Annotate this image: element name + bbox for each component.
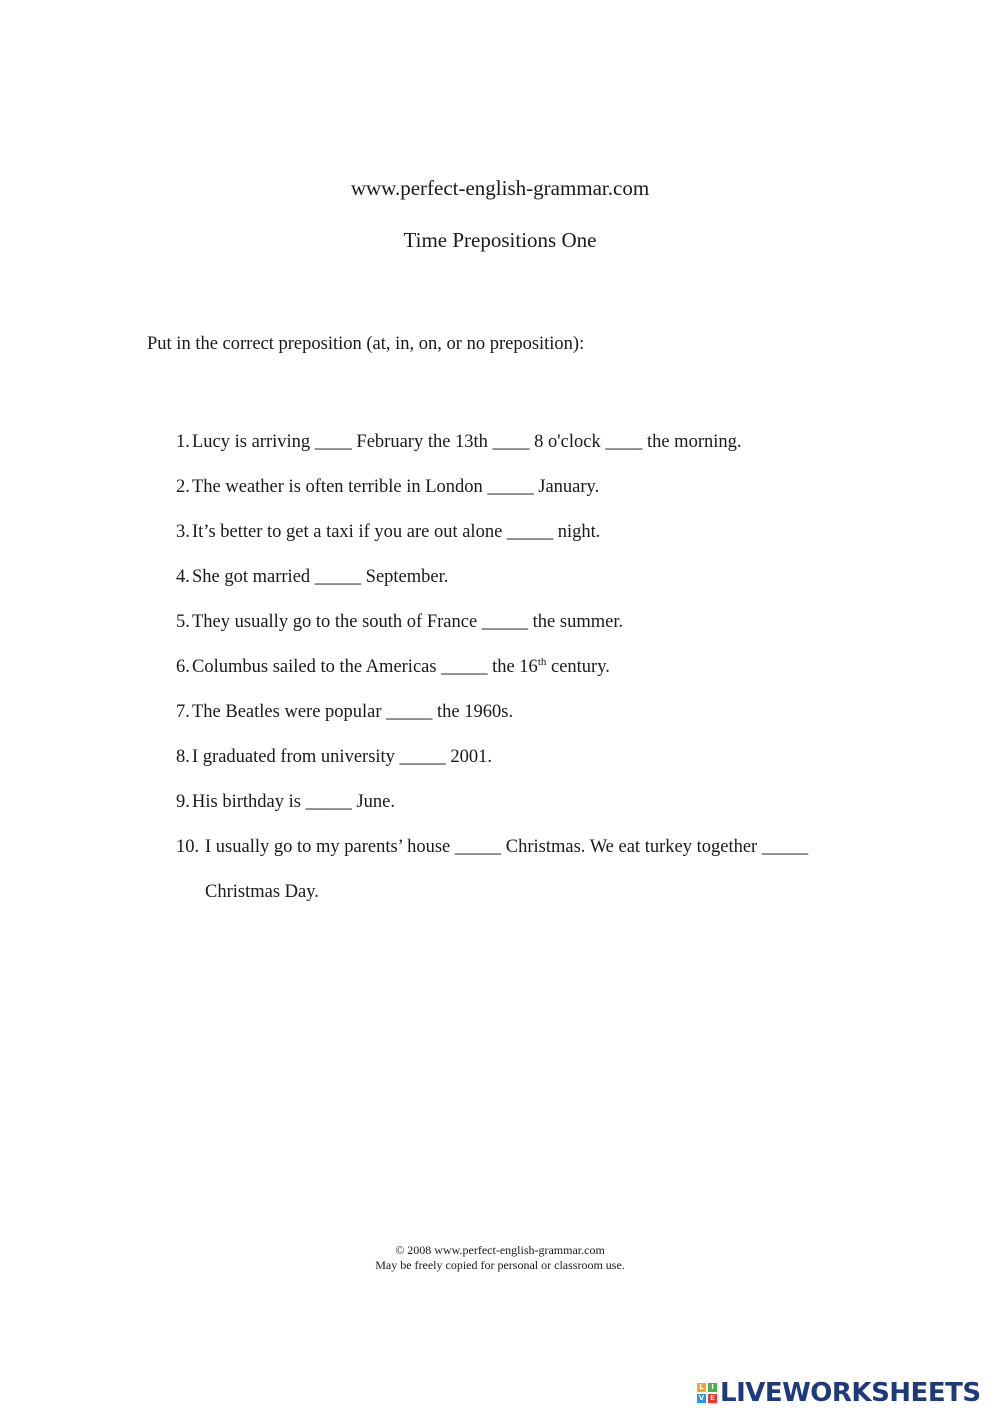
logo-letter-e: E <box>708 1394 717 1403</box>
exercise-number: 6. <box>176 657 190 677</box>
exercise-item <box>176 465 896 510</box>
exercise-number: 4. <box>176 567 190 587</box>
exercise-item <box>176 510 896 555</box>
exercise-number: 1. <box>176 432 190 452</box>
exercise-number: 5. <box>176 612 190 632</box>
logo-letter-i: I <box>708 1383 717 1392</box>
exercise-text-continued: Christmas Day. <box>205 882 319 902</box>
exercise-text: It’s better to get a taxi if you are out alone _____ night. <box>192 522 601 542</box>
exercise-number: 7. <box>176 702 190 722</box>
exercise-item <box>176 555 896 600</box>
exercise-number: 10. <box>176 837 200 857</box>
logo-letter-v: V <box>698 1394 705 1402</box>
exercise-text: The weather is often terrible in London _____ January. <box>192 477 600 497</box>
exercise-text: Lucy is arriving ____ February the 13th ____ 8 o'clock ____ the morning. <box>192 432 742 452</box>
exercise-item <box>176 780 896 825</box>
exercise-item <box>176 825 896 915</box>
exercise-text: Columbus sailed to the Americas _____ the 16 <box>192 657 538 677</box>
exercise-item <box>176 420 896 465</box>
exercise-list <box>176 420 896 915</box>
logo-text: LIVEWORKSHEETS <box>720 1378 981 1408</box>
liveworksheets-logo-icon <box>697 1383 717 1403</box>
exercise-item <box>176 735 896 780</box>
exercise-item <box>176 690 896 735</box>
exercise-text: She got married _____ September. <box>192 567 449 587</box>
usage-line: May be freely copied for personal or classroom use. <box>375 1258 625 1272</box>
liveworksheets-logo[interactable] <box>697 1378 981 1408</box>
exercise-number: 3. <box>176 522 190 542</box>
exercise-item <box>176 645 896 690</box>
instructions: Put in the correct preposition (at, in, on, or no preposition): <box>147 334 585 354</box>
exercise-text: I usually go to my parents’ house _____ Christmas. We eat turkey together _____ <box>205 837 809 857</box>
site-url: www.perfect-english-grammar.com <box>350 176 650 200</box>
exercise-text: The Beatles were popular _____ the 1960s. <box>192 702 514 722</box>
exercise-number: 8. <box>176 747 190 767</box>
exercise-number: 2. <box>176 477 190 497</box>
footer <box>0 1243 1000 1273</box>
logo-letter-l: L <box>697 1383 706 1392</box>
exercise-text: I graduated from university _____ 2001. <box>192 747 493 767</box>
worksheet-title: Time Prepositions One <box>403 228 597 252</box>
exercise-item <box>176 600 896 645</box>
exercise-text: His birthday is _____ June. <box>192 792 395 812</box>
copyright-line: © 2008 www.perfect-english-grammar.com <box>395 1243 605 1257</box>
exercise-text: They usually go to the south of France _____ the summer. <box>192 612 624 632</box>
exercise-text-end: century. <box>546 657 610 677</box>
exercise-number: 9. <box>176 792 190 812</box>
superscript: th <box>537 655 547 668</box>
